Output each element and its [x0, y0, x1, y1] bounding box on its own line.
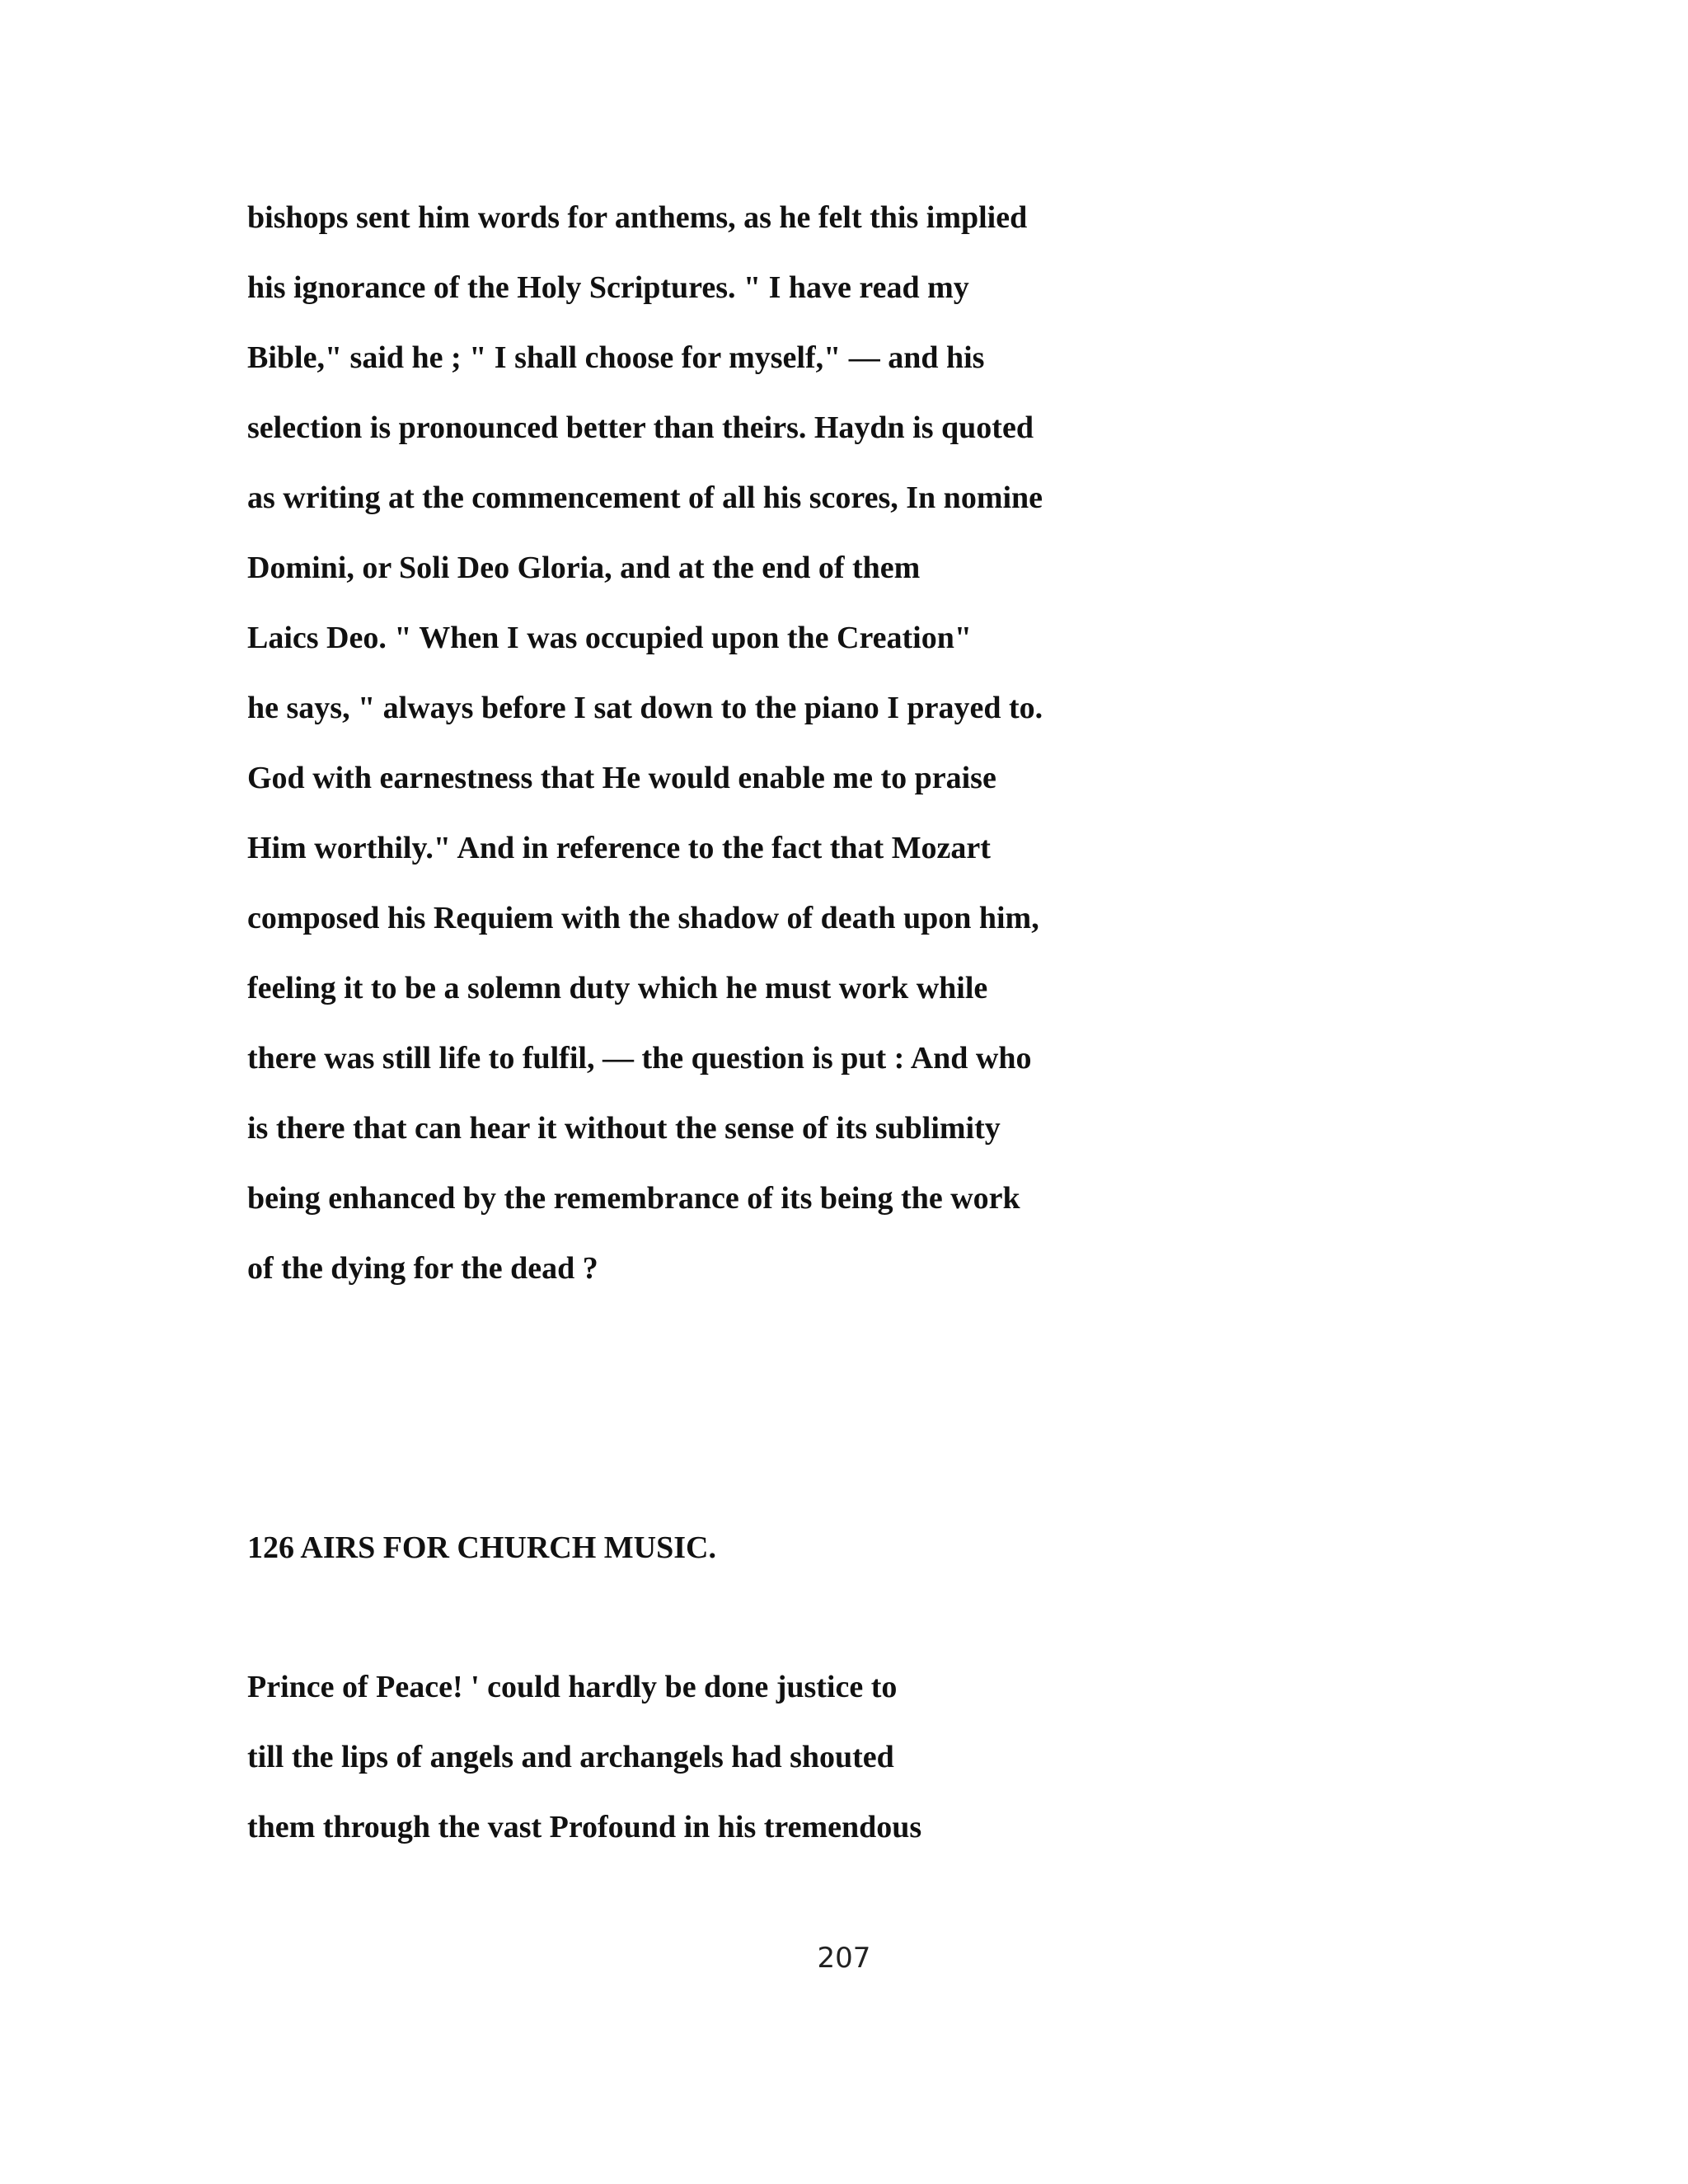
text-line: till the lips of angels and archangels had shouted: [247, 1740, 894, 1774]
text-line: his ignorance of the Holy Scriptures. " I have read my: [247, 270, 969, 305]
text-line: selection is pronounced better than theirs. Haydn is quoted: [247, 410, 1034, 445]
text-line: is there that can hear it without the sense of its sublimity: [247, 1111, 1001, 1146]
text-line: Prince of Peace! ' could hardly be done justice to: [247, 1670, 898, 1704]
text-line: as writing at the commencement of all his scores, In nomine: [247, 480, 1043, 515]
running-header: 126 AIRS FOR CHURCH MUSIC.: [247, 1530, 716, 1565]
text-line: feeling it to be a solemn duty which he must work while: [247, 971, 988, 1005]
text-line: Laics Deo. " When I was occupied upon the Creation": [247, 621, 972, 655]
text-line: them through the vast Profound in his tremendous: [247, 1810, 922, 1844]
page-number: 207: [817, 1942, 871, 1975]
text-line: of the dying for the dead ?: [247, 1251, 598, 1286]
text-line: there was still life to fulfil, — the question is put : And who: [247, 1041, 1032, 1076]
text-line: Him worthily." And in reference to the fact that Mozart: [247, 831, 991, 865]
text-line: composed his Requiem with the shadow of death upon him,: [247, 901, 1039, 935]
text-line: Domini, or Soli Deo Gloria, and at the end of them: [247, 551, 921, 585]
text-line: he says, " always before I sat down to the piano I prayed to.: [247, 691, 1043, 725]
text-line: bishops sent him words for anthems, as he felt this implied: [247, 200, 1028, 235]
text-line: Bible," said he ; " I shall choose for myself," — and his: [247, 340, 985, 375]
text-line: being enhanced by the remembrance of its being the work: [247, 1181, 1020, 1216]
text-line: God with earnestness that He would enable me to praise: [247, 761, 996, 795]
